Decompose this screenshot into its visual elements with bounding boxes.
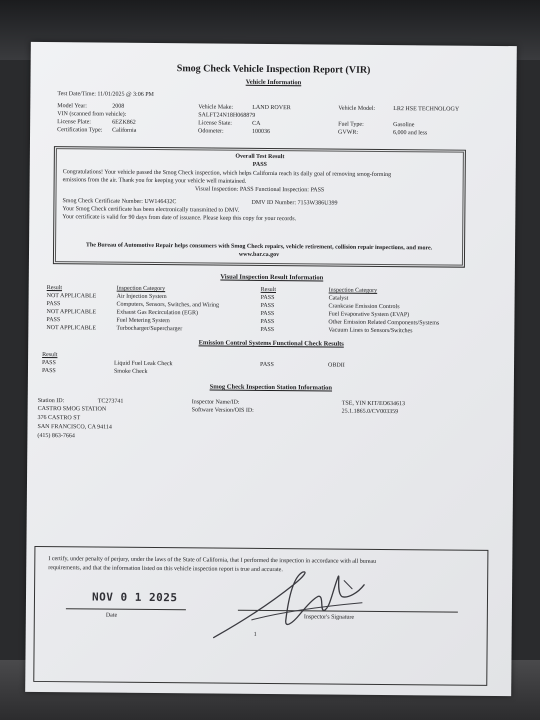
test-datetime: Test Date/Time: 11/01/2025 @ 3:06 PM bbox=[57, 91, 154, 98]
table-row: PASS bbox=[260, 361, 274, 369]
software-value: 25.1.1865.0/CV003359 bbox=[341, 408, 399, 416]
cert-type-label: Certification Type: bbox=[57, 127, 103, 134]
visual-inspection-heading: Visual Inspection Result Information bbox=[220, 273, 324, 282]
cert-type-value: California bbox=[112, 127, 137, 134]
model-value: LR2 HSE TECHNOLOGY bbox=[393, 106, 460, 113]
table-row: Computers, Sensors, Switches, and Wiring bbox=[116, 301, 220, 309]
congrats-line-1: Congratulations! Your vehicle passed the Smog Check inspection, which helps California reach its daily goal of removing smog-forming bbox=[62, 169, 392, 179]
visual-col-category-right: Inspection Category bbox=[328, 287, 378, 294]
table-row: Fuel Metering System bbox=[116, 317, 170, 325]
transmitted-note: Your Smog Check certificate has been electronically transmitted to DMV. bbox=[62, 206, 240, 214]
visual-col-category-left: Inspection Category bbox=[116, 285, 166, 293]
gvwr-label: GVWR: bbox=[338, 129, 359, 136]
table-row: Vacuum Lines to Sensors/Switches bbox=[328, 327, 413, 335]
table-row: PASS bbox=[42, 360, 56, 367]
odometer-label: Odometer: bbox=[198, 128, 224, 135]
station-street: 376 CASTRO ST bbox=[37, 414, 81, 422]
signature-label: Inspector's Signature bbox=[303, 614, 355, 621]
inspector-value: TSE, YIN KIT/EO634613 bbox=[341, 400, 406, 408]
overall-result-value: PASS bbox=[252, 161, 267, 168]
station-id-value: TC273741 bbox=[97, 398, 124, 405]
plate-label: License Plate: bbox=[57, 119, 91, 126]
fuel-label: Fuel Type: bbox=[338, 121, 364, 128]
dmv-id-number: DMV ID Number: 7153W386U399 bbox=[251, 199, 338, 207]
software-label: Software Version/OIS ID: bbox=[191, 407, 254, 414]
certificate-number: Smog Check Certificate Number: UW146432C bbox=[62, 198, 177, 206]
page-number: 1 bbox=[253, 631, 257, 638]
fuel-value: Gasoline bbox=[393, 122, 415, 129]
date-stamp: NOV 0 1 2025 bbox=[91, 590, 178, 605]
table-row: Air Injection System bbox=[116, 293, 167, 301]
bureau-website: www.bar.ca.gov bbox=[238, 251, 280, 259]
table-row: Other Emission Related Components/Systems bbox=[328, 319, 440, 327]
table-row: NOT APPLICABLE bbox=[46, 325, 97, 332]
model-label: Vehicle Model: bbox=[338, 105, 376, 112]
station-city: SAN FRANCISCO, CA 94114 bbox=[37, 423, 112, 431]
table-row: PASS bbox=[260, 326, 275, 334]
table-row: OBDII bbox=[328, 362, 345, 369]
table-row: Smoke Check bbox=[113, 368, 148, 375]
vin-label: VIN (scanned from vehicle): bbox=[57, 111, 127, 118]
visual-col-result-left: Result bbox=[46, 285, 63, 292]
vin-value: SALFT24N18H068879 bbox=[198, 112, 256, 119]
table-row: Fuel Evaporative System (EVAP) bbox=[328, 311, 410, 319]
table-row: PASS bbox=[41, 368, 56, 375]
model-year-label: Model Year: bbox=[57, 103, 87, 110]
table-row: Turbocharger/Supercharger bbox=[116, 325, 183, 333]
gvwr-value: 6,000 and less bbox=[393, 130, 428, 137]
table-row: PASS bbox=[260, 294, 275, 302]
station-phone: (415) 863-7664 bbox=[37, 432, 75, 440]
table-row: PASS bbox=[46, 317, 61, 324]
table-row: PASS bbox=[260, 318, 275, 326]
emission-col-result: Result bbox=[42, 352, 58, 359]
visual-col-result-right: Result bbox=[260, 286, 277, 294]
table-row: Liquid Fuel Leak Check bbox=[114, 360, 173, 368]
table-row: NOT APPLICABLE bbox=[46, 309, 97, 316]
visual-functional-summary: Visual Inspection: PASS Functional Inspection: PASS bbox=[194, 186, 325, 194]
station-info-heading: Smog Check Inspection Station Information bbox=[209, 383, 333, 392]
station-name: CASTRO SMOG STATION bbox=[37, 405, 107, 413]
inspector-signature bbox=[212, 561, 393, 643]
table-row: Crankcase Emission Controls bbox=[328, 303, 400, 311]
table-row: PASS bbox=[260, 302, 275, 310]
validity-note: Your certificate is valid for 90 days from date of issuance. Please keep this copy for your records. bbox=[62, 214, 297, 223]
station-id-label: Station ID: bbox=[37, 397, 65, 405]
emission-check-heading: Emission Control Systems Functional Check Results bbox=[198, 339, 344, 348]
model-year-value: 2008 bbox=[112, 103, 125, 110]
inspector-label: Inspector Name/ID: bbox=[191, 399, 240, 406]
state-label: License State: bbox=[198, 120, 232, 127]
congrats-line-2: emissions from the air. Thank you for keeping your vehicle well maintained. bbox=[62, 177, 247, 185]
table-row: PASS bbox=[260, 310, 275, 318]
vehicle-info-heading: Vehicle Information bbox=[245, 78, 302, 87]
table-row: Catalyst bbox=[328, 295, 349, 302]
make-label: Vehicle Make: bbox=[198, 104, 234, 111]
bureau-line-1: The Bureau of Automotive Repair helps consumers with Smog Check repairs, vehicle retirement, collision repair inspections, and more. bbox=[85, 242, 433, 252]
certify-line-1: I certify, under penalty of perjury, under the laws of the State of California, that I performed the inspection in accordance with all bureau bbox=[48, 556, 377, 565]
overall-result-heading: Overall Test Result bbox=[235, 153, 285, 161]
state-value: CA bbox=[252, 120, 261, 127]
odometer-value: 100036 bbox=[252, 128, 271, 135]
report-title: Smog Check Vehicle Inspection Report (VIR) bbox=[176, 63, 371, 76]
certify-line-2: requirements, and that the information listed on this vehicle inspection report is true and accurate. bbox=[48, 565, 283, 574]
plate-value: 6EZK862 bbox=[112, 119, 136, 126]
date-label: Date bbox=[105, 612, 118, 619]
make-value: LAND ROVER bbox=[252, 104, 291, 112]
inspection-report-paper bbox=[25, 42, 517, 696]
table-row: Exhaust Gas Recirculation (EGR) bbox=[116, 309, 198, 317]
table-row: NOT APPLICABLE bbox=[46, 293, 97, 300]
table-row: PASS bbox=[46, 301, 61, 308]
